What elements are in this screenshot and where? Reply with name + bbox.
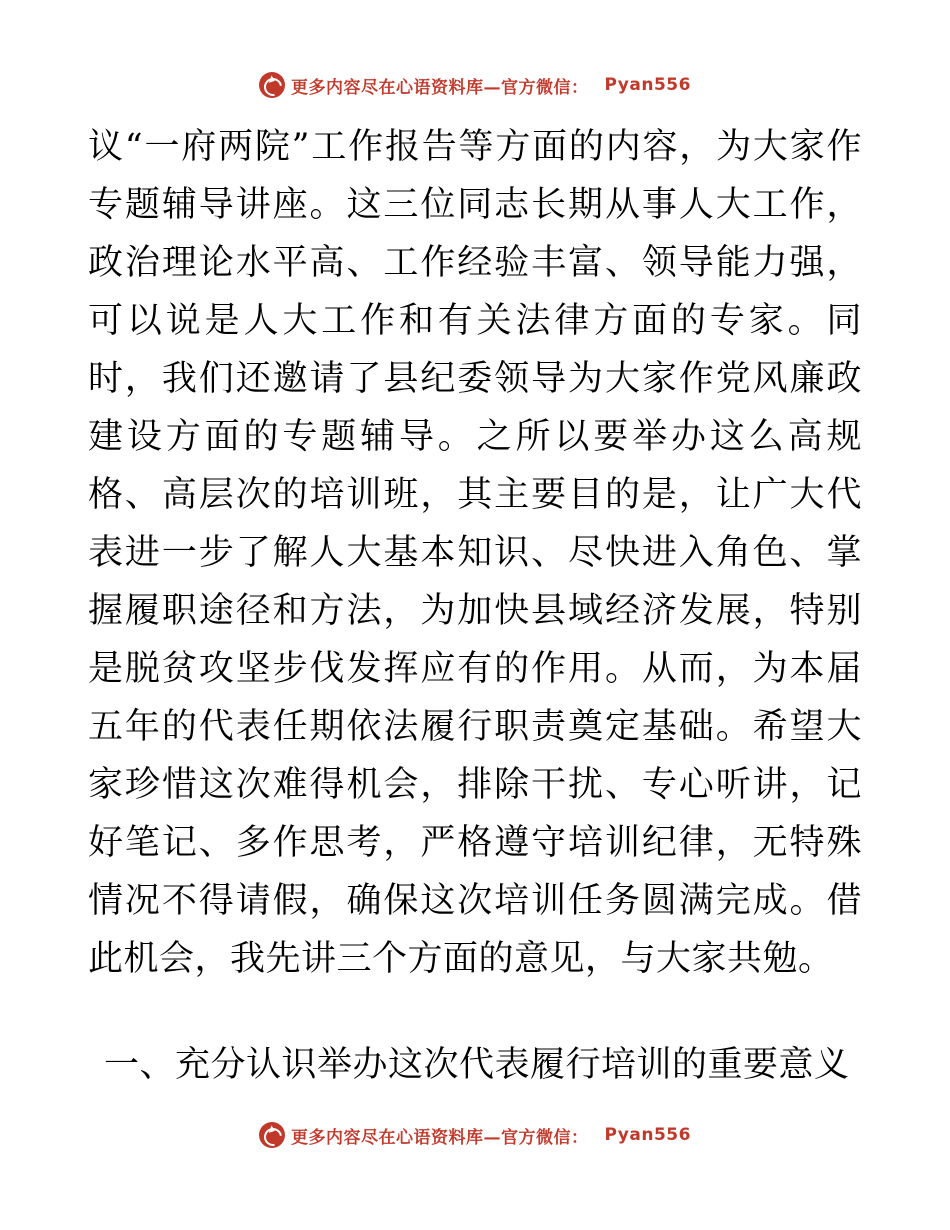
paragraph-spacer — [88, 988, 862, 1036]
document-content — [88, 118, 862, 1094]
watermark-bottom-text: 更多内容尽在心语资料库—官方微信： — [291, 1127, 589, 1148]
circle-arrow-logo-icon — [259, 72, 285, 98]
watermark-top — [0, 72, 950, 98]
watermark-bottom-handle: Pyan556 — [604, 1125, 691, 1145]
paragraph: 议“一府两院”工作报告等方面的内容，为大家作专题辅导讲座。这三位同志长期从事人大工作，政治理论水平高、工作经验丰富、领导能力强，可以说是人大工作和有关法律方面的专家。同时，我们还邀请了县纪委领导为大家作党风廉政建设方面的专题辅导。之所以要举办这么高规格、高层次的培训班，其主要目的是，让广大代表进一步了解人大基本知识、尽快进入角色、掌握履职途径和方法，为加快县域经济发展，特别是脱贫攻坚步伐发挥应有的作用。从而，为本届五年的代表任期依法履行职责奠定基础。希望大家珍惜这次难得机会，排除干扰、专心听讲，记好笔记、多作思考，严格遵守培训纪律，无特殊情况不得请假，确保这次培训任务圆满完成。借此机会，我先讲三个方面的意见，与大家共勉。 — [88, 127, 862, 979]
watermark-top-text: 更多内容尽在心语资料库—官方微信： — [291, 77, 589, 98]
watermark-top-handle: Pyan556 — [604, 75, 691, 95]
watermark-bottom — [0, 1122, 950, 1148]
section-heading: 一、充分认识举办这次代表履行培训的重要意义 — [104, 1045, 850, 1085]
circle-arrow-logo-icon — [259, 1122, 285, 1148]
